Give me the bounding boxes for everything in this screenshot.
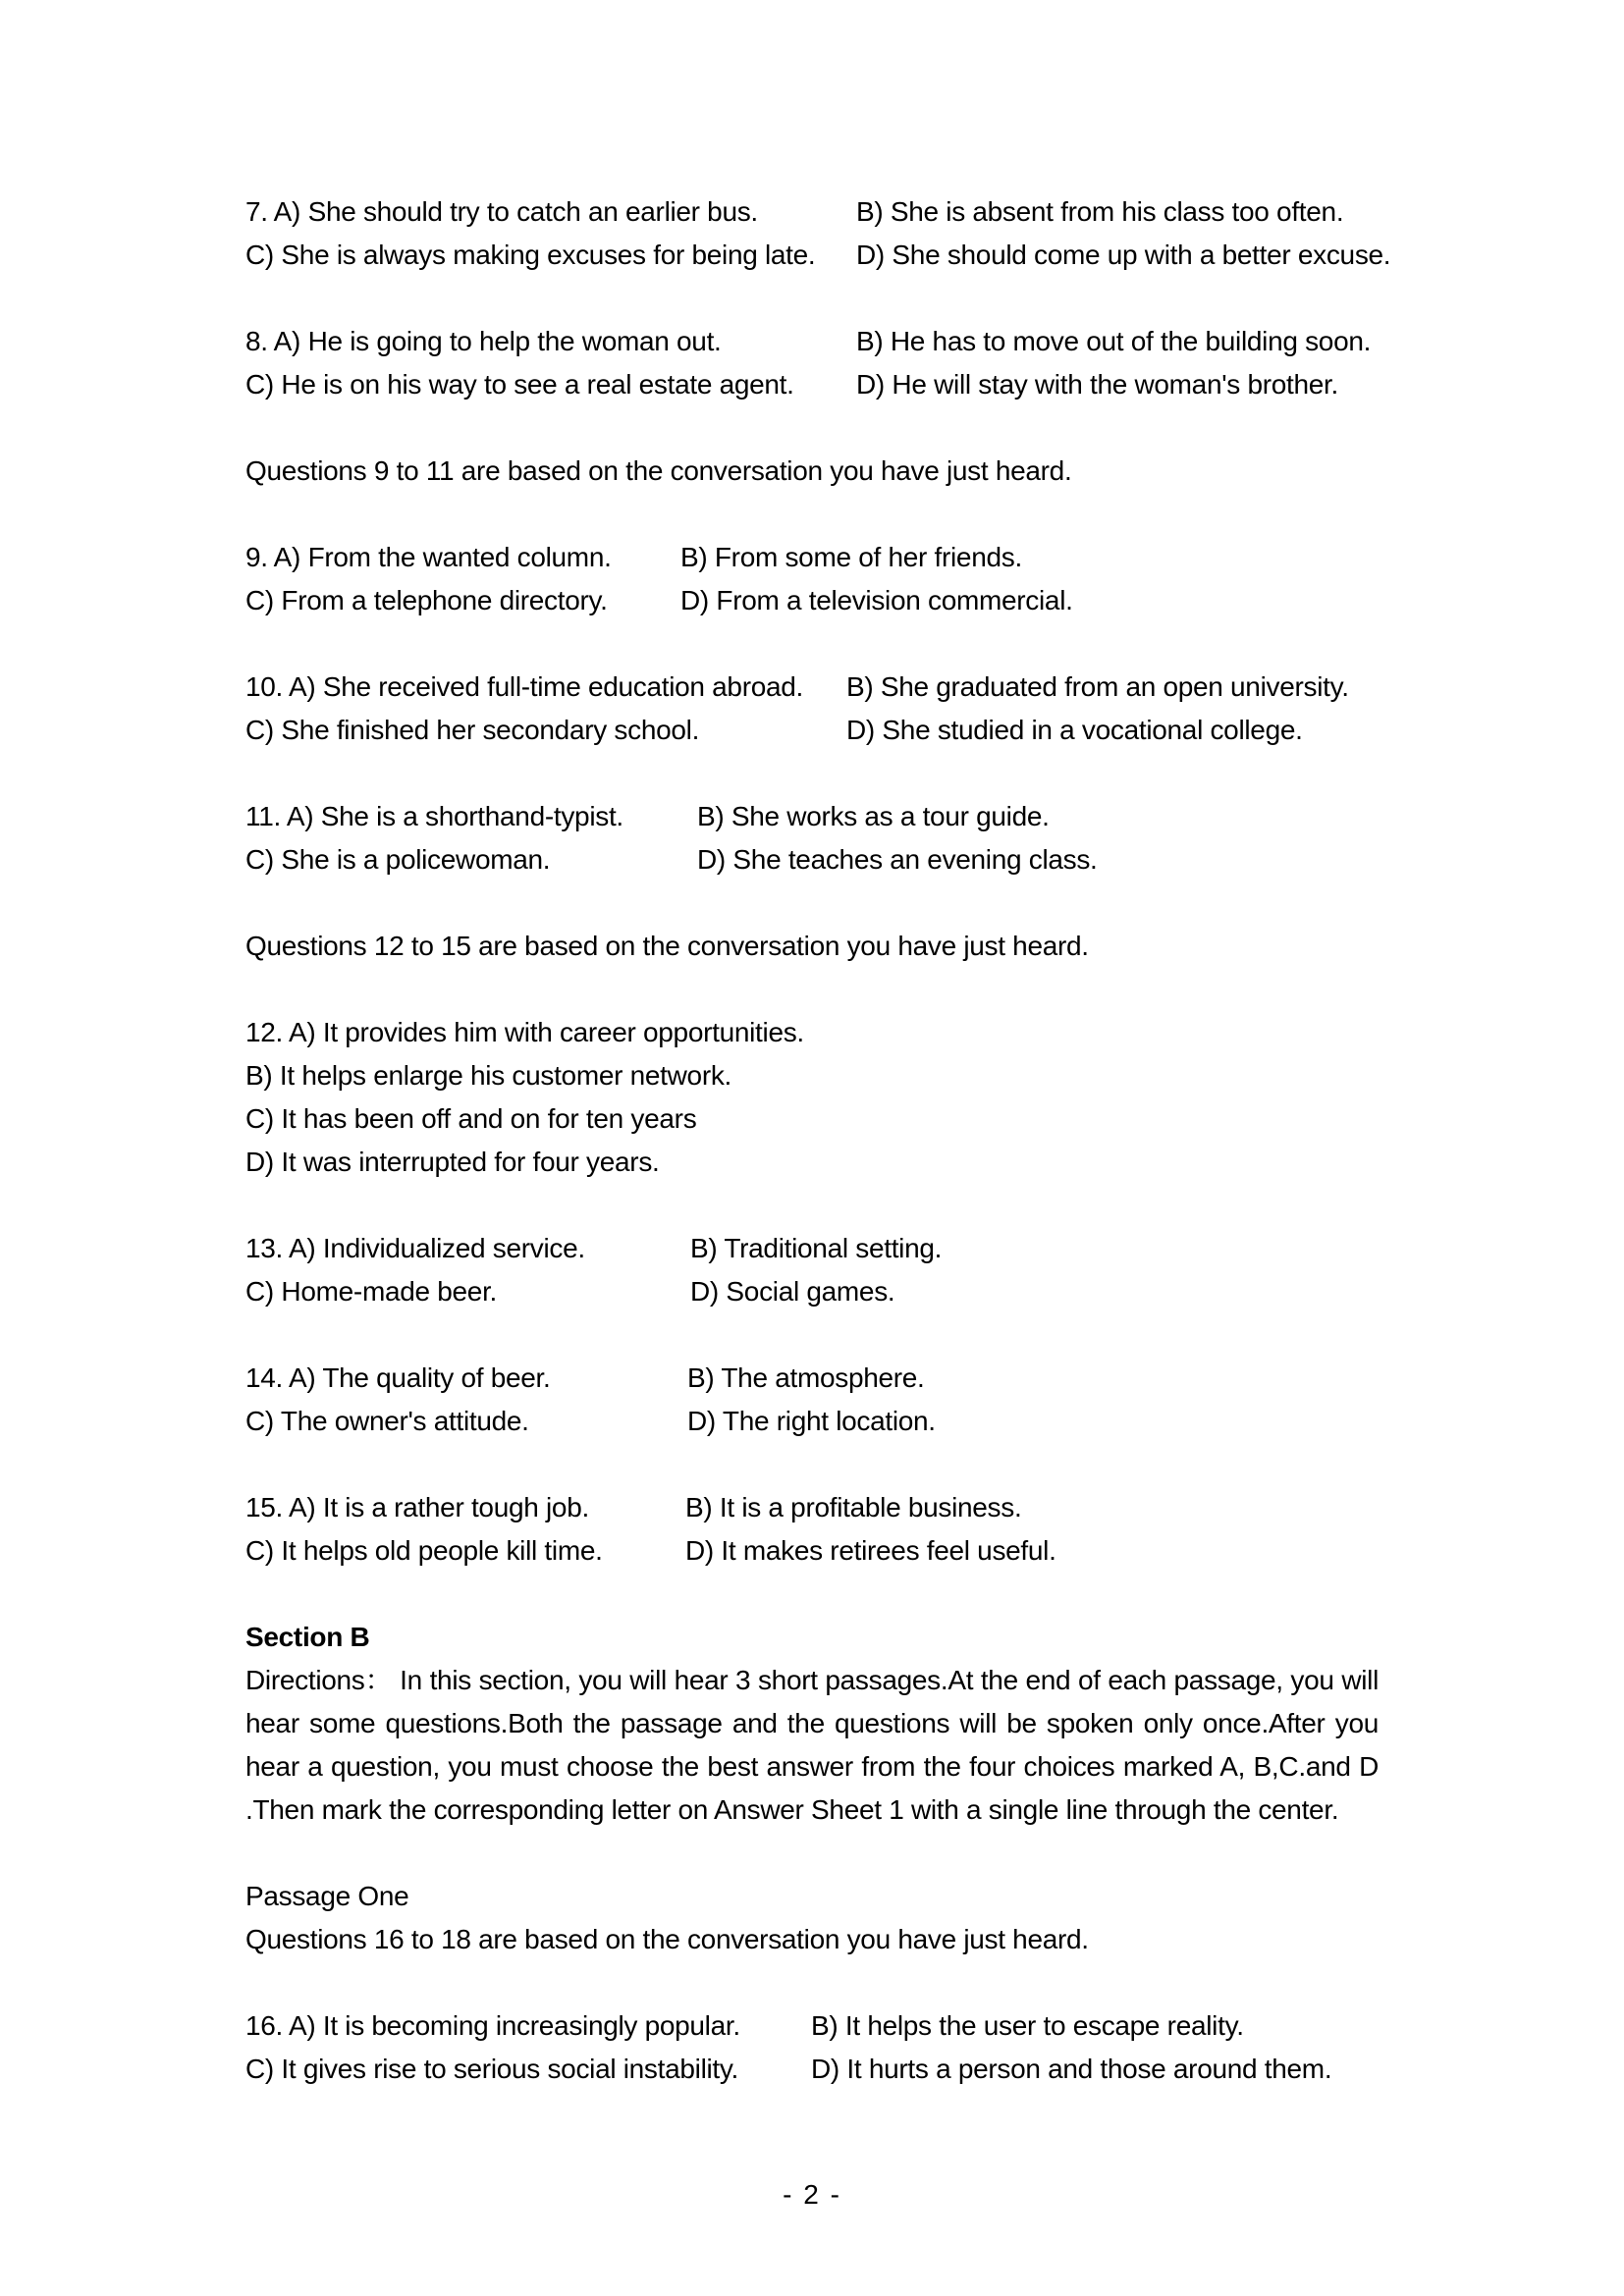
question-15-option-c: C) It helps old people kill time. xyxy=(245,1535,603,1566)
question-8 xyxy=(245,320,1379,406)
question-10-line-1 xyxy=(245,666,1379,709)
question-10-option-d: D) She studied in a vocational college. xyxy=(846,715,1303,745)
question-9-option-c: C) From a telephone directory. xyxy=(245,585,608,615)
question-15 xyxy=(245,1486,1379,1573)
section-b-directions: Directions： In this section, you will hear 3 short passages.At the end of each passage, you will hear some questions.Both the passage and the questions will be spoken only once.After you hear a question, you must choose the best answer from the four choices marked A, B,C.and D .Then mark the corresponding letter on Answer Sheet 1 with a single line through the center. xyxy=(245,1665,1379,1825)
question-16-option-c: C) It gives rise to serious social instability. xyxy=(245,2054,739,2084)
question-8-option-d: D) He will stay with the woman's brother. xyxy=(856,369,1339,400)
question-15-line-2 xyxy=(245,1529,1379,1573)
question-9-option-d: D) From a television commercial. xyxy=(680,585,1073,615)
question-10-option-a: 10. A) She received full-time education abroad. xyxy=(245,671,804,702)
question-14-option-a: 14. A) The quality of beer. xyxy=(245,1362,551,1393)
question-11-option-a: 11. A) She is a shorthand-typist. xyxy=(245,801,623,831)
question-12 xyxy=(245,1011,1379,1184)
question-11-option-d: D) She teaches an evening class. xyxy=(697,844,1098,875)
question-12-option-a: 12. A) It provides him with career opportunities. xyxy=(245,1017,804,1047)
question-8-option-b: B) He has to move out of the building soon. xyxy=(856,326,1372,356)
question-7-option-b: B) She is absent from his class too often. xyxy=(856,196,1344,227)
question-9 xyxy=(245,536,1379,622)
question-15-line-1 xyxy=(245,1486,1379,1529)
question-13-option-c: C) Home-made beer. xyxy=(245,1276,498,1307)
question-11-line-2 xyxy=(245,838,1379,881)
question-14-option-c: C) The owner's attitude. xyxy=(245,1406,529,1436)
questions-12-15-intro xyxy=(245,925,1379,968)
question-13-line-1 xyxy=(245,1227,1379,1270)
question-14-line-2 xyxy=(245,1400,1379,1443)
question-12-option-d: D) It was interrupted for four years. xyxy=(245,1147,660,1177)
question-12-option-c: C) It has been off and on for ten years xyxy=(245,1103,697,1134)
question-7-line-2 xyxy=(245,234,1391,277)
question-9-line-1 xyxy=(245,536,1379,579)
question-14-option-b: B) The atmosphere. xyxy=(687,1362,925,1393)
question-13-option-a: 13. A) Individualized service. xyxy=(245,1233,585,1263)
section-b-heading: Section B xyxy=(245,1622,370,1652)
question-7-line-1 xyxy=(245,190,1379,234)
question-12-option-b: B) It helps enlarge his customer network. xyxy=(245,1060,732,1091)
questions-9-11-intro-text: Questions 9 to 11 are based on the conversation you have just heard. xyxy=(245,455,1072,486)
question-14-line-1 xyxy=(245,1357,1379,1400)
question-15-option-a: 15. A) It is a rather tough job. xyxy=(245,1492,589,1522)
question-11 xyxy=(245,795,1379,881)
question-13-line-2 xyxy=(245,1270,1379,1313)
question-16-option-b: B) It helps the user to escape reality. xyxy=(811,2010,1244,2041)
exam-page-content xyxy=(245,190,1391,2091)
question-7-option-a: 7. A) She should try to catch an earlier bus. xyxy=(245,196,758,227)
questions-12-15-intro-text: Questions 12 to 15 are based on the conversation you have just heard. xyxy=(245,931,1089,961)
question-16-line-1 xyxy=(245,2004,1379,2048)
question-16-option-d: D) It hurts a person and those around them. xyxy=(811,2054,1332,2084)
question-13-option-d: D) Social games. xyxy=(690,1276,895,1307)
question-16 xyxy=(245,2004,1379,2091)
section-b xyxy=(245,1616,1379,1832)
question-15-option-b: B) It is a profitable business. xyxy=(685,1492,1022,1522)
question-11-option-b: B) She works as a tour guide. xyxy=(697,801,1050,831)
question-10-line-2 xyxy=(245,709,1379,752)
question-9-line-2 xyxy=(245,579,1379,622)
question-16-line-2 xyxy=(245,2048,1379,2091)
question-10-option-c: C) She finished her secondary school. xyxy=(245,715,700,745)
question-13 xyxy=(245,1227,1379,1313)
question-8-line-2 xyxy=(245,363,1379,406)
question-8-line-1 xyxy=(245,320,1379,363)
question-9-option-a: 9. A) From the wanted column. xyxy=(245,542,612,572)
questions-16-18-intro-text: Questions 16 to 18 are based on the conversation you have just heard. xyxy=(245,1924,1089,1954)
question-14 xyxy=(245,1357,1379,1443)
page-number: - 2 - xyxy=(783,2179,841,2210)
passage-one-label: Passage One xyxy=(245,1881,409,1911)
question-8-option-a: 8. A) He is going to help the woman out. xyxy=(245,326,722,356)
question-15-option-d: D) It makes retirees feel useful. xyxy=(685,1535,1056,1566)
passage-one xyxy=(245,1875,1379,1961)
question-7-option-c: C) She is always making excuses for being late. xyxy=(245,240,816,270)
question-14-option-d: D) The right location. xyxy=(687,1406,936,1436)
question-8-option-c: C) He is on his way to see a real estate agent. xyxy=(245,369,794,400)
question-9-option-b: B) From some of her friends. xyxy=(680,542,1022,572)
question-16-option-a: 16. A) It is becoming increasingly popular. xyxy=(245,2010,740,2041)
questions-9-11-intro xyxy=(245,450,1379,493)
question-7 xyxy=(245,190,1391,277)
question-13-option-b: B) Traditional setting. xyxy=(690,1233,943,1263)
question-10-option-b: B) She graduated from an open university. xyxy=(846,671,1349,702)
question-10 xyxy=(245,666,1379,752)
question-11-option-c: C) She is a policewoman. xyxy=(245,844,551,875)
question-11-line-1 xyxy=(245,795,1379,838)
question-7-option-d: D) She should come up with a better excuse. xyxy=(856,240,1391,270)
